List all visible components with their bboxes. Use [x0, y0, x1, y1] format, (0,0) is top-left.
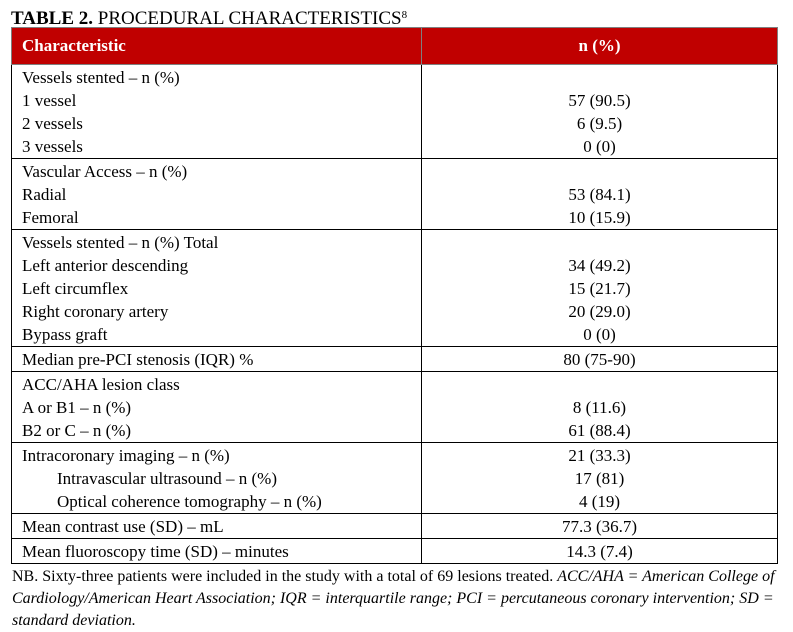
row-value: 0 (0)	[583, 137, 616, 156]
table-title	[11, 3, 778, 27]
row-label: 2 vessels	[22, 114, 83, 133]
row-value: 80 (75-90)	[563, 350, 636, 369]
table-footnote	[11, 566, 782, 632]
characteristic-cell	[12, 347, 422, 372]
row-label: ACC/AHA lesion class	[22, 375, 180, 394]
row-label: Femoral	[22, 208, 79, 227]
row-label: Intracoronary imaging – n (%)	[22, 446, 230, 465]
row-value: 4 (19)	[578, 492, 621, 511]
row-value	[422, 231, 777, 254]
value-cell	[422, 539, 778, 564]
table-row-group	[12, 539, 778, 564]
row-value: 0 (0)	[583, 325, 616, 344]
row-value: 8 (11.6)	[572, 398, 627, 417]
table-row-group	[12, 159, 778, 230]
table-title-number: TABLE 2.	[11, 8, 94, 29]
row-value	[422, 373, 777, 396]
row-label: Left circumflex	[22, 279, 129, 298]
row-value: 57 (90.5)	[568, 91, 631, 110]
table-title-text: PROCEDURAL CHARACTERISTICS	[93, 8, 402, 29]
row-label: Vessels stented – n (%)	[22, 68, 180, 87]
row-label: Vessels stented – n (%) Total	[22, 233, 219, 252]
table-header-row	[12, 28, 778, 65]
row-label: Right coronary artery	[22, 302, 169, 321]
row-value: 61 (88.4)	[568, 421, 631, 440]
table-row-group	[12, 514, 778, 539]
value-cell	[422, 159, 778, 230]
row-label: 1 vessel	[22, 91, 77, 110]
row-value: 14.3 (7.4)	[566, 542, 633, 561]
row-label: 3 vessels	[22, 137, 83, 156]
row-value: 77.3 (36.7)	[561, 517, 638, 536]
table-body	[12, 65, 778, 564]
value-cell	[422, 372, 778, 443]
table-row-group	[12, 65, 778, 159]
characteristic-cell	[12, 514, 422, 539]
value-cell	[422, 347, 778, 372]
column-header-characteristic: Characteristic	[12, 28, 422, 65]
row-value: 10 (15.9)	[568, 208, 631, 227]
characteristic-cell	[12, 159, 422, 230]
characteristic-cell	[12, 539, 422, 564]
table-row-group	[12, 347, 778, 372]
row-value: 6 (9.5)	[576, 114, 623, 133]
column-header-n: n (%)	[422, 28, 778, 65]
row-value: 53 (84.1)	[568, 185, 631, 204]
row-value: 20 (29.0)	[568, 302, 631, 321]
row-label: Mean fluoroscopy time (SD) – minutes	[22, 542, 289, 561]
row-value	[422, 160, 777, 183]
table-title-reference: 8	[401, 9, 408, 21]
row-label: Vascular Access – n (%)	[22, 162, 188, 181]
characteristic-cell	[12, 372, 422, 443]
row-label: Mean contrast use (SD) – mL	[22, 517, 224, 536]
row-value: 21 (33.3)	[568, 446, 631, 465]
procedural-characteristics-table	[11, 27, 778, 564]
table-row-group	[12, 372, 778, 443]
row-value: 17 (81)	[574, 469, 625, 488]
characteristic-cell	[12, 230, 422, 347]
row-label: Bypass graft	[22, 325, 108, 344]
table-row-group	[12, 443, 778, 514]
value-cell	[422, 230, 778, 347]
row-value: 15 (21.7)	[568, 279, 631, 298]
value-cell	[422, 443, 778, 514]
value-cell	[422, 514, 778, 539]
document-page	[11, 3, 778, 632]
row-label: A or B1 – n (%)	[22, 398, 132, 417]
row-label: B2 or C – n (%)	[22, 421, 132, 440]
row-label: Left anterior descending	[22, 256, 189, 275]
row-value	[422, 66, 777, 89]
table-row-group	[12, 230, 778, 347]
row-value: 34 (49.2)	[568, 256, 631, 275]
row-label: Radial	[22, 185, 67, 204]
characteristic-cell	[12, 443, 422, 514]
footnote-abbreviations: ACC/AHA = American College of Cardiology/American Heart Association; IQR = interquartile range; PCI = percutaneous coronary intervention; SD = standard deviation.	[12, 568, 775, 629]
row-label: Median pre-PCI stenosis (IQR) %	[22, 350, 254, 369]
row-label: Intravascular ultrasound – n (%)	[57, 469, 277, 488]
footnote-text: NB. Sixty-three patients were included in the study with a total of 69 lesions treated.	[12, 568, 558, 585]
characteristic-cell	[12, 65, 422, 159]
value-cell	[422, 65, 778, 159]
row-label: Optical coherence tomography – n (%)	[57, 492, 322, 511]
